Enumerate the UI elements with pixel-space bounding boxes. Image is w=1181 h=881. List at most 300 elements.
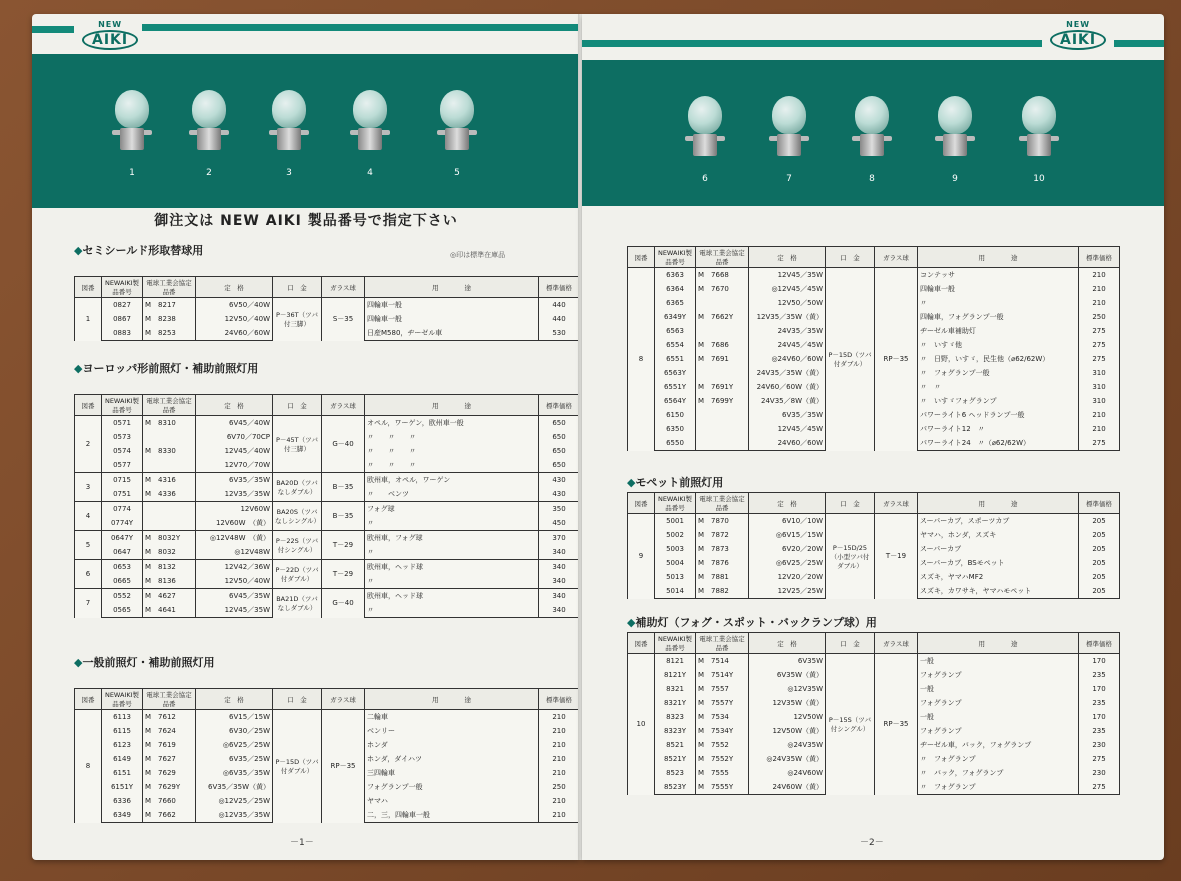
page-number: －2－ (860, 838, 884, 848)
rating-value: 12V42／36W (196, 560, 273, 575)
rating-value: ◎12V48W (196, 545, 273, 560)
product-code: 5001 (655, 514, 696, 529)
column-header-socket: 口 金 (826, 493, 875, 514)
column-header-std: 電球工業会協定品番 (143, 395, 196, 416)
glass-type: B－35 (322, 473, 365, 502)
price-value: 650 (539, 430, 580, 444)
price-value: 210 (539, 794, 580, 808)
price-value: 210 (1079, 268, 1120, 283)
table-row (75, 502, 580, 517)
rating-value: 6V50／40W (196, 298, 273, 313)
rating-value: ◎6V25／25W (196, 738, 273, 752)
column-header-socket: 口 金 (273, 689, 322, 710)
standard-code (696, 296, 749, 310)
usage-text: 〃 (365, 516, 539, 531)
standard-code: M 7624 (143, 724, 196, 738)
price-value: 210 (539, 752, 580, 766)
table-header-row (75, 689, 580, 710)
standard-code: M 7873 (696, 542, 749, 556)
product-code: 6350 (655, 422, 696, 436)
table-header-row (628, 493, 1120, 514)
column-header-use: 用 途 (365, 689, 539, 710)
product-table (74, 688, 580, 823)
price-value: 650 (539, 458, 580, 473)
rating-value: 12V50／40W (196, 312, 273, 326)
usage-text: スーパーカブ，スポーツカブ (918, 514, 1079, 529)
rating-value: 12V45／35W (196, 603, 273, 618)
price-value: 370 (539, 531, 580, 546)
price-value: 450 (539, 516, 580, 531)
product-code: 6349 (102, 808, 143, 823)
socket-type: P－15D（ツバ付ダブル） (826, 268, 875, 451)
product-code: 6554 (655, 338, 696, 352)
column-header-use: 用 途 (918, 493, 1079, 514)
socket-type: P－22D（ツバ付ダブル） (273, 560, 322, 589)
table-row (75, 416, 580, 431)
usage-text: 欧州車，ヘッド球 (365, 589, 539, 604)
rating-value: 12V35／35W (196, 487, 273, 502)
standard-code: M 4627 (143, 589, 196, 604)
column-header-price: 標準価格 (1079, 493, 1120, 514)
rating-value: 12V35／35W（黄） (749, 310, 826, 324)
rating-value: ◎12V35／35W (196, 808, 273, 823)
usage-text: オペル，ワーゲン，欧州車一般 (365, 416, 539, 431)
standard-code: M 7660 (143, 794, 196, 808)
table-row (75, 473, 580, 488)
column-header-fig: 図番 (75, 277, 102, 298)
price-value: 310 (1079, 366, 1120, 380)
column-header-std: 電球工業会協定品番 (696, 493, 749, 514)
usage-text: 〃 バック，フォグランプ (918, 766, 1079, 780)
usage-text: 三四輪車 (365, 766, 539, 780)
standard-code (143, 430, 196, 444)
figure-number: 6 (75, 560, 102, 589)
product-code: 0573 (102, 430, 143, 444)
rating-value: 6V35W（黄） (749, 668, 826, 682)
usage-text: フォグランプ (918, 668, 1079, 682)
section-title-text: ヨーロッパ形前照灯・補助前照灯用 (82, 362, 259, 375)
standard-code (143, 502, 196, 517)
product-code: 5004 (655, 556, 696, 570)
usage-text: 欧州車，オペル，ワーゲン (365, 473, 539, 488)
product-code: 0883 (102, 326, 143, 341)
usage-text: 日産M580，ヂーゼル車 (365, 326, 539, 341)
price-value: 210 (1079, 422, 1120, 436)
price-value: 210 (539, 808, 580, 823)
standard-code: M 4641 (143, 603, 196, 618)
product-code: 5014 (655, 584, 696, 599)
standard-code: M 8330 (143, 444, 196, 458)
product-table (74, 394, 580, 618)
product-code: 8523Y (655, 780, 696, 795)
glass-type: T－29 (322, 560, 365, 589)
page-number: －1－ (290, 838, 314, 848)
standard-code: M 8217 (143, 298, 196, 313)
usage-text: 四輪車一般 (365, 312, 539, 326)
column-header-code: NEWAIKI製品番号 (655, 633, 696, 654)
column-header-glass: ガラス球 (875, 493, 918, 514)
bulb-6-image: 6 (680, 88, 730, 208)
standard-code: M 7534 (696, 710, 749, 724)
rating-value: 6V35W (749, 654, 826, 669)
rating-value: 12V50／40W (196, 574, 273, 589)
product-code: 0715 (102, 473, 143, 488)
usage-text: 二，三，四輪車一般 (365, 808, 539, 823)
price-value: 340 (539, 589, 580, 604)
figure-number: 8 (75, 710, 102, 823)
rating-value: 24V60／60W (749, 436, 826, 451)
standard-code: M 7686 (696, 338, 749, 352)
usage-text: 四輪車一般 (365, 298, 539, 313)
price-value: 210 (1079, 282, 1120, 296)
column-header-code: NEWAIKI製品番号 (655, 247, 696, 268)
standard-code: M 7629Y (143, 780, 196, 794)
socket-type: P－15S（ツバ付シングル） (826, 654, 875, 795)
product-code: 5002 (655, 528, 696, 542)
standard-code: M 7662 (143, 808, 196, 823)
price-value: 210 (539, 724, 580, 738)
product-code: 6149 (102, 752, 143, 766)
usage-text: 一般 (918, 682, 1079, 696)
glass-type: T－29 (322, 531, 365, 560)
header-stripe (582, 40, 1042, 47)
usage-text: 〃 いすゞフォグランプ (918, 394, 1079, 408)
section-title (627, 614, 877, 630)
bulb-5-image: 5 (432, 82, 482, 202)
price-value: 205 (1079, 584, 1120, 599)
product-code: 0751 (102, 487, 143, 502)
product-code: 8321Y (655, 696, 696, 710)
socket-type: BA20D（ツバなしダブル） (273, 473, 322, 502)
column-header-fig: 図番 (75, 689, 102, 710)
rating-value: 6V35／35W (196, 473, 273, 488)
column-header-price: 標準価格 (539, 277, 580, 298)
figure-number: 1 (75, 298, 102, 341)
bulb-1-image: 1 (107, 82, 157, 202)
price-value: 210 (1079, 408, 1120, 422)
rating-value: ◎6V25／25W (749, 556, 826, 570)
price-value: 210 (539, 738, 580, 752)
price-value: 250 (539, 780, 580, 794)
price-value: 230 (1079, 738, 1120, 752)
column-header-use: 用 途 (918, 247, 1079, 268)
standard-code: M 8032Y (143, 531, 196, 546)
product-table (627, 632, 1120, 795)
usage-text: スズキ，カワサキ，ヤマハモペット (918, 584, 1079, 599)
column-header-rating: 定 格 (196, 277, 273, 298)
price-value: 250 (1079, 310, 1120, 324)
price-value: 650 (539, 416, 580, 431)
column-header-glass: ガラス球 (322, 277, 365, 298)
product-table (74, 276, 580, 341)
rating-value: 24V60／60W（黄） (749, 380, 826, 394)
usage-text: 二輪車 (365, 710, 539, 725)
usage-text: 〃 (365, 545, 539, 560)
price-value: 205 (1079, 542, 1120, 556)
figure-number: 3 (75, 473, 102, 502)
product-code: 6115 (102, 724, 143, 738)
figure-number: 8 (628, 268, 655, 451)
glass-type: G－40 (322, 589, 365, 618)
glass-type: G－40 (322, 416, 365, 473)
price-value: 205 (1079, 556, 1120, 570)
aiki-logo: NEW AIKI (82, 20, 138, 50)
rating-value: 12V45／35W (749, 268, 826, 283)
product-code: 0552 (102, 589, 143, 604)
rating-value: 12V50W (749, 710, 826, 724)
column-header-rating: 定 格 (749, 247, 826, 268)
table-header-row (75, 395, 580, 416)
standard-code: M 7691Y (696, 380, 749, 394)
standard-code (143, 458, 196, 473)
product-code: 0774Y (102, 516, 143, 531)
product-code: 8321 (655, 682, 696, 696)
product-code: 0647Y (102, 531, 143, 546)
rating-value: 24V35／35W (749, 324, 826, 338)
product-code: 6365 (655, 296, 696, 310)
usage-text: 四輪車，フォグランプ一般 (918, 310, 1079, 324)
standard-code: M 7870 (696, 514, 749, 529)
usage-text: 〃 〃 〃 (365, 458, 539, 473)
product-code: 6151 (102, 766, 143, 780)
header-stripe (142, 24, 580, 31)
product-code: 6564Y (655, 394, 696, 408)
rating-value: 12V45／45W (749, 422, 826, 436)
usage-text: 一般 (918, 654, 1079, 669)
product-code: 0653 (102, 560, 143, 575)
product-code: 6336 (102, 794, 143, 808)
column-header-glass: ガラス球 (875, 633, 918, 654)
product-code: 0665 (102, 574, 143, 589)
header-stripe (1114, 40, 1164, 47)
figure-number: 2 (75, 416, 102, 473)
rating-value: 6V70／70CP (196, 430, 273, 444)
standard-code: M 8253 (143, 326, 196, 341)
column-header-rating: 定 格 (749, 493, 826, 514)
product-code: 6123 (102, 738, 143, 752)
usage-text: 〃 フォグランプ (918, 752, 1079, 766)
price-value: 205 (1079, 570, 1120, 584)
price-value: 275 (1079, 780, 1120, 795)
standard-code (696, 366, 749, 380)
rating-value: 12V60W （黄） (196, 516, 273, 531)
bulb-photo-band (582, 60, 1164, 206)
standard-code: M 8310 (143, 416, 196, 431)
usage-text: ヂーゼル車，バック，フォグランプ (918, 738, 1079, 752)
price-value: 430 (539, 473, 580, 488)
price-value: 275 (1079, 338, 1120, 352)
usage-text: 〃 フォグランプ一般 (918, 366, 1079, 380)
usage-text: 〃 (365, 574, 539, 589)
price-value: 170 (1079, 654, 1120, 669)
product-code: 6563 (655, 324, 696, 338)
standard-code: M 7662Y (696, 310, 749, 324)
figure-number: 4 (75, 502, 102, 531)
standard-code: M 8136 (143, 574, 196, 589)
price-value: 210 (1079, 296, 1120, 310)
socket-type: BA20S（ツバなしシングル） (273, 502, 322, 531)
standard-code: M 4316 (143, 473, 196, 488)
column-header-std: 電球工業会協定品番 (143, 689, 196, 710)
product-code: 5013 (655, 570, 696, 584)
price-value: 230 (1079, 766, 1120, 780)
bulb-2-image: 2 (184, 82, 234, 202)
standard-code: M 7619 (143, 738, 196, 752)
usage-text: パワーライト24 〃（⌀62/62W） (918, 436, 1079, 451)
standard-code: M 7629 (143, 766, 196, 780)
rating-value: 12V35W（黄） (749, 696, 826, 710)
standard-code: M 7691 (696, 352, 749, 366)
usage-text: ホンダ，ダイハツ (365, 752, 539, 766)
rating-value: 24V35／35W（黄） (749, 366, 826, 380)
price-value: 205 (1079, 514, 1120, 529)
column-header-price: 標準価格 (1079, 633, 1120, 654)
usage-text: パワーライト6 ヘッドランプ一般 (918, 408, 1079, 422)
rating-value: 24V60／60W (196, 326, 273, 341)
rating-value: 6V15／15W (196, 710, 273, 725)
rating-value: 12V25／25W (749, 584, 826, 599)
figure-number: 5 (75, 531, 102, 560)
standard-code: M 7872 (696, 528, 749, 542)
column-header-fig: 図番 (628, 247, 655, 268)
rating-value: 12V50W（黄） (749, 724, 826, 738)
standard-code: M 7612 (143, 710, 196, 725)
product-code: 6113 (102, 710, 143, 725)
table-header-row (75, 277, 580, 298)
usage-text: ヂーゼル車補助灯 (918, 324, 1079, 338)
standard-code: M 7514Y (696, 668, 749, 682)
glass-type: RP－35 (875, 268, 918, 451)
rating-value: 6V20／20W (749, 542, 826, 556)
product-code: 6550 (655, 436, 696, 451)
product-code: 0774 (102, 502, 143, 517)
usage-text: 〃 ベンツ (365, 487, 539, 502)
bulb-9-image: 9 (930, 88, 980, 208)
usage-text: フォグランプ一般 (365, 780, 539, 794)
price-value: 650 (539, 444, 580, 458)
product-code: 0565 (102, 603, 143, 618)
price-value: 235 (1079, 668, 1120, 682)
product-code: 5003 (655, 542, 696, 556)
standard-code (696, 324, 749, 338)
product-code: 6150 (655, 408, 696, 422)
table-header-row (628, 633, 1120, 654)
section-title (74, 360, 258, 376)
standard-code (696, 408, 749, 422)
price-value: 340 (539, 560, 580, 575)
diamond-bullet-icon: ◆ (627, 616, 636, 629)
usage-text: 〃 日野，いすゞ，民生他（⌀62/62W） (918, 352, 1079, 366)
column-header-code: NEWAIKI製品番号 (655, 493, 696, 514)
usage-text: フォグランプ (918, 724, 1079, 738)
socket-type: P－36T（ツバ付三脚） (273, 298, 322, 341)
product-code: 0571 (102, 416, 143, 431)
rating-value: 12V20／20W (749, 570, 826, 584)
usage-text: スーパーカブ，BSモペット (918, 556, 1079, 570)
rating-value: 6V35／25W (196, 752, 273, 766)
rating-value: 12V50／50W (749, 296, 826, 310)
standard-code: M 7552 (696, 738, 749, 752)
section-title (627, 474, 723, 490)
standard-code: M 8032 (143, 545, 196, 560)
page-heading: 御注文は NEW AIKI 製品番号で指定下さい (154, 213, 458, 229)
table-row (75, 560, 580, 575)
section-title-text: モペット前照灯用 (635, 476, 724, 489)
column-header-std: 電球工業会協定品番 (696, 633, 749, 654)
column-header-rating: 定 格 (196, 395, 273, 416)
rating-value: 6V35／35W（黄） (196, 780, 273, 794)
glass-type: B－35 (322, 502, 365, 531)
price-value: 210 (539, 710, 580, 725)
standard-code: M 7514 (696, 654, 749, 669)
standard-code: M 7534Y (696, 724, 749, 738)
table-row (75, 710, 580, 725)
product-code: 0867 (102, 312, 143, 326)
product-code: 8323Y (655, 724, 696, 738)
usage-text: 〃 〃 (918, 380, 1079, 394)
column-header-use: 用 途 (918, 633, 1079, 654)
price-value: 235 (1079, 724, 1120, 738)
glass-type: T－19 (875, 514, 918, 599)
price-value: 170 (1079, 682, 1120, 696)
usage-text: 〃 〃 〃 (365, 444, 539, 458)
diamond-bullet-icon: ◆ (627, 476, 636, 489)
column-header-code: NEWAIKI製品番号 (102, 277, 143, 298)
product-code: 6551Y (655, 380, 696, 394)
rating-value: 6V45／35W (196, 589, 273, 604)
standard-code: M 7699Y (696, 394, 749, 408)
diamond-bullet-icon: ◆ (74, 362, 83, 375)
table-row (628, 268, 1120, 283)
product-code: 6151Y (102, 780, 143, 794)
rating-value: 6V10／10W (749, 514, 826, 529)
socket-type: P－22S（ツバ付シングル） (273, 531, 322, 560)
product-code: 0647 (102, 545, 143, 560)
column-header-fig: 図番 (628, 633, 655, 654)
standard-code: M 7552Y (696, 752, 749, 766)
usage-text: スズキ，ヤマハMF2 (918, 570, 1079, 584)
standard-code: M 7668 (696, 268, 749, 283)
rating-value: 24V45／45W (749, 338, 826, 352)
column-header-std: 電球工業会協定品番 (696, 247, 749, 268)
price-value: 275 (1079, 352, 1120, 366)
price-value: 340 (539, 574, 580, 589)
rating-value: ◎12V45／45W (749, 282, 826, 296)
socket-type: P－45T（ツバ付三脚） (273, 416, 322, 473)
column-header-glass: ガラス球 (875, 247, 918, 268)
rating-value: 12V60W (196, 502, 273, 517)
price-value: 310 (1079, 380, 1120, 394)
standard-code (696, 422, 749, 436)
rating-value: 12V70／70W (196, 458, 273, 473)
bulb-10-image: 10 (1014, 88, 1064, 208)
product-code: 6349Y (655, 310, 696, 324)
usage-text: 〃 フォグランプ (918, 780, 1079, 795)
usage-text: 〃 (365, 603, 539, 618)
usage-text: ヤマハ，ホンダ，スズキ (918, 528, 1079, 542)
standard-code: M 8132 (143, 560, 196, 575)
standard-code: M 7555Y (696, 780, 749, 795)
aiki-logo: NEW AIKI (1050, 20, 1106, 50)
product-code: 0574 (102, 444, 143, 458)
rating-value: ◎24V60W (749, 766, 826, 780)
left-page (32, 14, 580, 860)
figure-number: 10 (628, 654, 655, 795)
usage-text: パワーライト12 〃 (918, 422, 1079, 436)
table-row (75, 531, 580, 546)
product-table (627, 246, 1120, 451)
socket-type: P－15D/25（小型ツバ付ダブル） (826, 514, 875, 599)
